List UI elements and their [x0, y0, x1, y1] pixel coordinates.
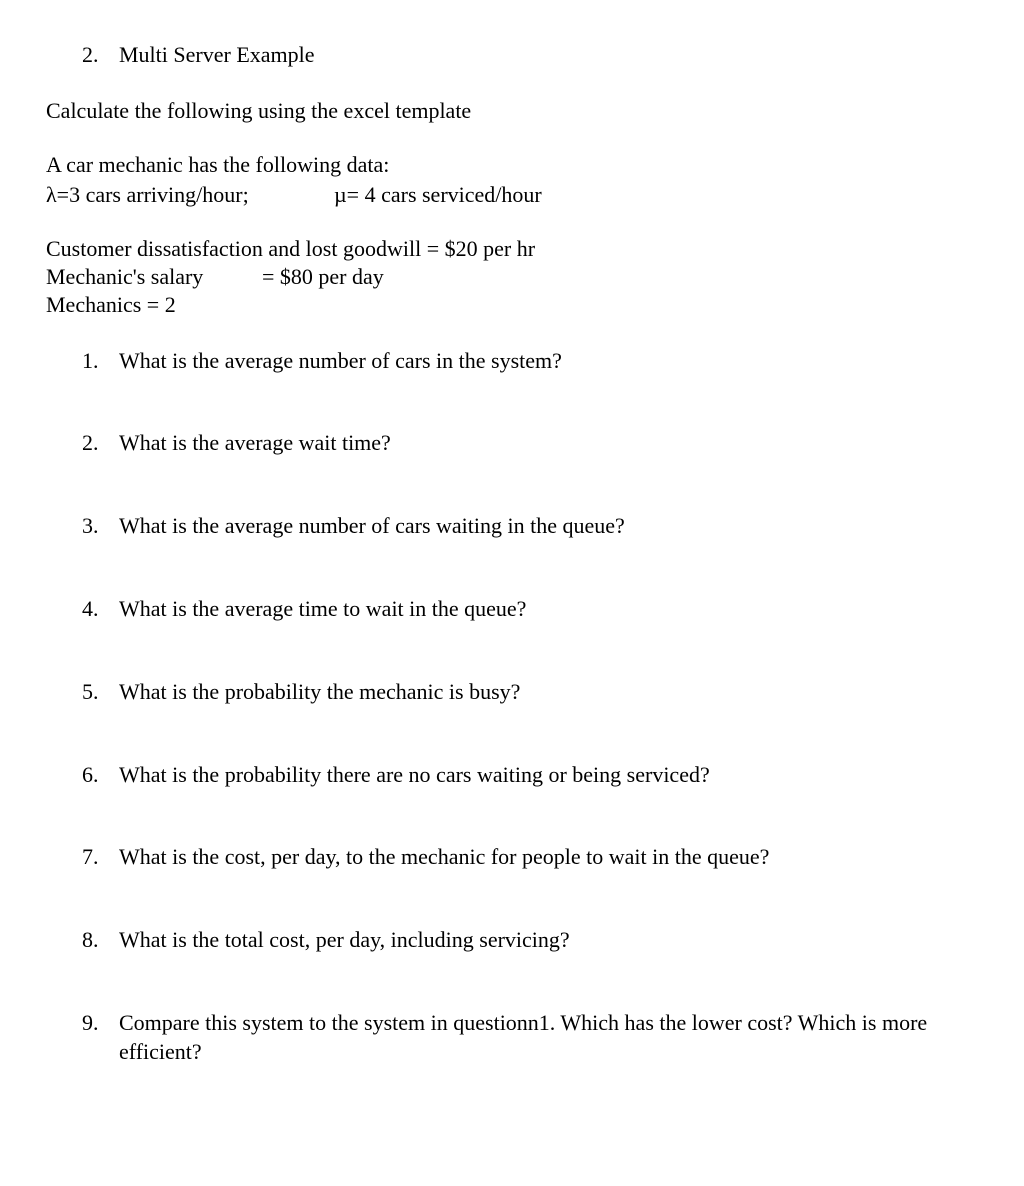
arrival-rate: λ=3 cars arriving/hour;	[46, 182, 249, 207]
instruction-text: Calculate the following using the excel template	[46, 98, 472, 123]
question-number: 9.	[82, 1010, 99, 1035]
question-number: 1.	[82, 348, 99, 373]
question-text: What is the average number of cars in the system?	[119, 348, 562, 373]
mechanics-count: Mechanics = 2	[46, 292, 176, 317]
salary-value: = $80 per day	[262, 264, 384, 289]
question-number: 6.	[82, 762, 99, 787]
section-number: 2.	[82, 42, 99, 67]
intro-text: A car mechanic has the following data:	[46, 152, 390, 177]
question-number: 4.	[82, 596, 99, 621]
question-number: 8.	[82, 927, 99, 952]
dissatisfaction-cost: Customer dissatisfaction and lost goodwill = $20 per hr	[46, 236, 536, 261]
question-number: 7.	[82, 844, 99, 869]
question-text: What is the average wait time?	[119, 430, 391, 455]
question-number: 2.	[82, 430, 99, 455]
question-text: What is the cost, per day, to the mechanic for people to wait in the queue?	[119, 844, 770, 869]
question-text: What is the total cost, per day, including servicing?	[119, 927, 570, 952]
question-text: What is the probability the mechanic is busy?	[119, 679, 521, 704]
question-text: What is the average number of cars waiting in the queue?	[119, 513, 625, 538]
section-title: Multi Server Example	[119, 42, 315, 67]
service-rate: µ= 4 cars serviced/hour	[334, 182, 542, 207]
question-text: What is the average time to wait in the queue?	[119, 596, 527, 621]
question-number: 3.	[82, 513, 99, 538]
salary-label: Mechanic's salary	[46, 264, 204, 289]
question-text: What is the probability there are no cars waiting or being serviced?	[119, 762, 710, 787]
question-text: Compare this system to the system in questionn1. Which has the lower cost? Which is more efficient?	[119, 1010, 928, 1064]
question-number: 5.	[82, 679, 99, 704]
